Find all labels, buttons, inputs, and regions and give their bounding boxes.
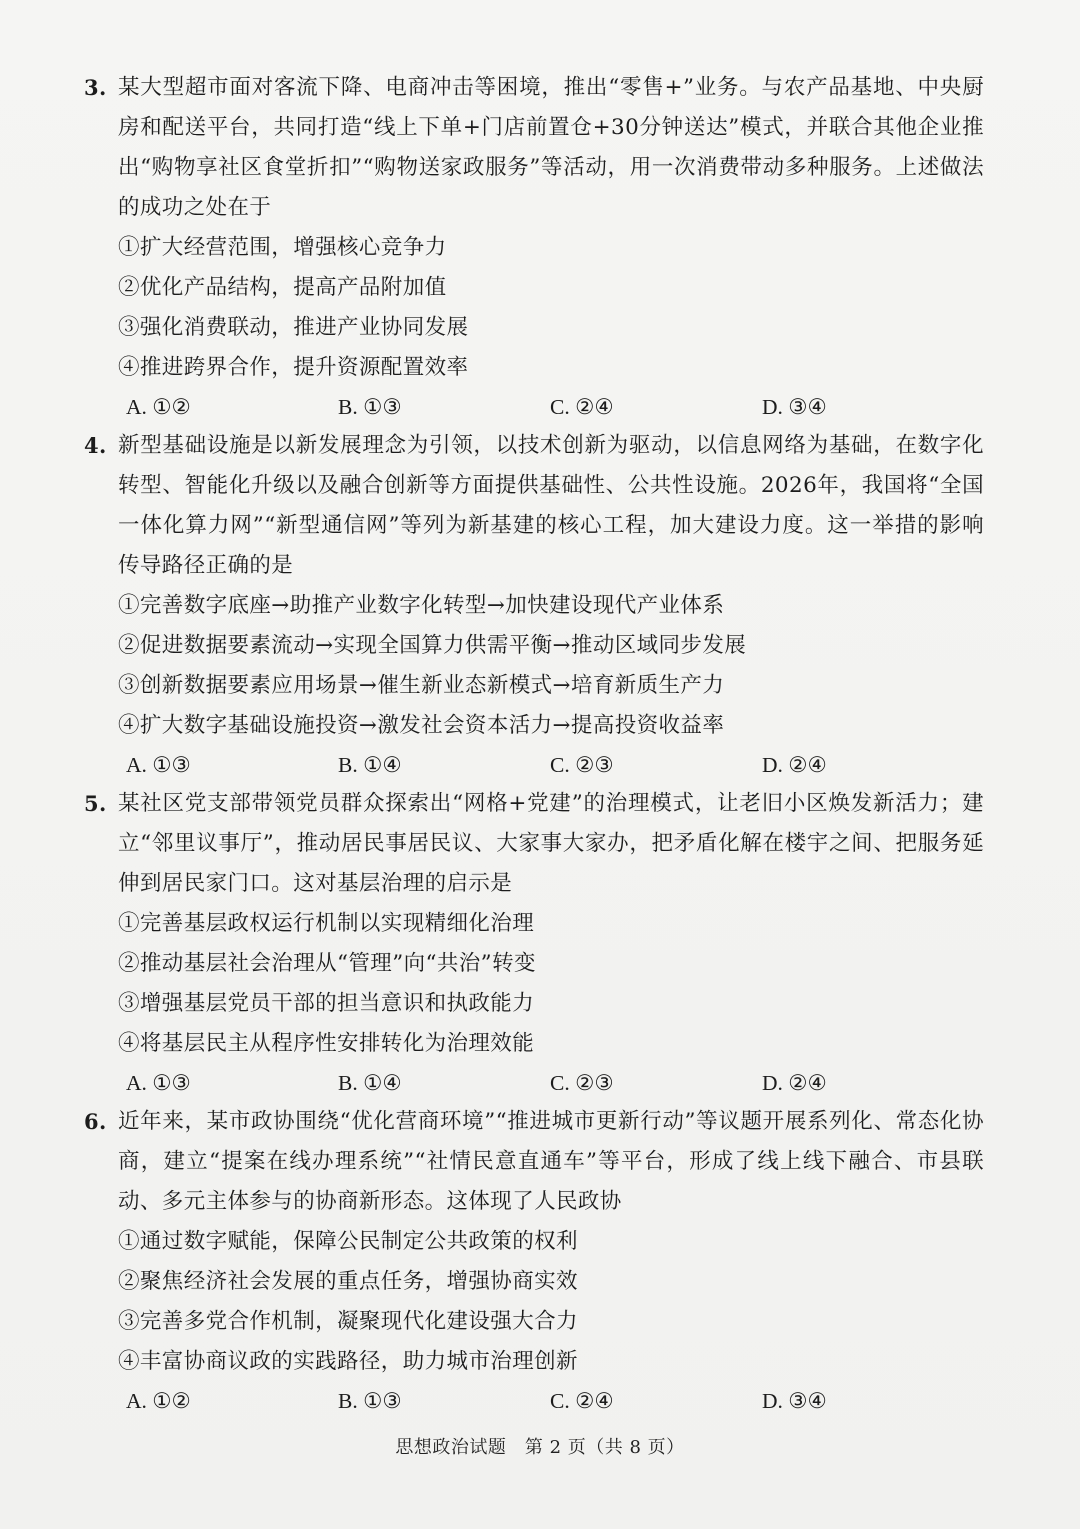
question-text: 近年来，某市政协围绕“优化营商环境”“推进城市更新行动”等议题开展系列化、常态化协商，建立“提案在线办理系统”“社情民意直通车”等平台，形成了线上线下融合、市县联动、多元主体参与的协商新形态。这体现了人民政协 bbox=[118, 1109, 984, 1214]
choice-a: A. ①② bbox=[126, 395, 191, 419]
answer-choices bbox=[84, 388, 984, 426]
option-4: ④丰富协商议政的实践路径，助力城市治理创新 bbox=[118, 1349, 578, 1374]
question-stem bbox=[84, 68, 984, 228]
option-3: ③创新数据要素应用场景→催生新业态新模式→培育新质生产力 bbox=[118, 673, 725, 698]
answer-choices bbox=[84, 1382, 984, 1420]
option-4: ④推进跨界合作，提升资源配置效率 bbox=[118, 355, 469, 380]
option-2: ②促进数据要素流动→实现全国算力供需平衡→推动区域同步发展 bbox=[118, 633, 747, 658]
choice-c: C. ②④ bbox=[550, 1389, 614, 1413]
question-4 bbox=[84, 426, 984, 784]
option-2: ②聚焦经济社会发展的重点任务，增强协商实效 bbox=[118, 1269, 578, 1294]
option-1: ①完善数字底座→助推产业数字化转型→加快建设现代产业体系 bbox=[118, 593, 725, 618]
option-1: ①扩大经营范围，增强核心竞争力 bbox=[118, 235, 447, 260]
question-6 bbox=[84, 1102, 984, 1420]
choice-d: D. ③④ bbox=[762, 395, 827, 419]
choice-a: A. ①③ bbox=[126, 753, 191, 777]
question-number: 4. bbox=[84, 433, 107, 458]
option-3: ③强化消费联动，推进产业协同发展 bbox=[118, 315, 469, 340]
option-2: ②推动基层社会治理从“管理”向“共治”转变 bbox=[118, 951, 536, 976]
question-number: 6. bbox=[84, 1109, 107, 1134]
option-4: ④将基层民主从程序性安排转化为治理效能 bbox=[118, 1031, 535, 1056]
page-footer: 思想政治试题 第 2 页（共 8 页） bbox=[395, 1437, 685, 1458]
option-1: ①完善基层政权运行机制以实现精细化治理 bbox=[118, 911, 535, 936]
option-4: ④扩大数字基础设施投资→激发社会资本活力→提高投资收益率 bbox=[118, 713, 725, 738]
question-text: 某大型超市面对客流下降、电商冲击等困境，推出“零售+”业务。与农产品基地、中央厨房和配送平台，共同打造“线上下单+门店前置仓+30分钟送达”模式，并联合其他企业推出“购物享社区食堂折扣”“购物送家政服务”等活动，用一次消费带动多种服务。上述做法的成功之处在于 bbox=[118, 75, 984, 220]
question-number: 5. bbox=[84, 791, 107, 816]
question-number: 3. bbox=[84, 75, 107, 100]
option-1: ①通过数字赋能，保障公民制定公共政策的权利 bbox=[118, 1229, 578, 1254]
choice-d: D. ②④ bbox=[762, 1071, 827, 1095]
answer-choices bbox=[84, 746, 984, 784]
choice-b: B. ①③ bbox=[338, 1389, 402, 1413]
option-2: ②优化产品结构，提高产品附加值 bbox=[118, 275, 447, 300]
choice-b: B. ①③ bbox=[338, 395, 402, 419]
choice-d: D. ②④ bbox=[762, 753, 827, 777]
question-5 bbox=[84, 784, 984, 1102]
answer-choices bbox=[84, 1064, 984, 1102]
choice-c: C. ②③ bbox=[550, 753, 614, 777]
question-text: 某社区党支部带领党员群众探索出“网格+党建”的治理模式，让老旧小区焕发新活力；建立“邻里议事厅”，推动居民事居民议、大家事大家办，把矛盾化解在楼宇之间、把服务延伸到居民家门口。这对基层治理的启示是 bbox=[118, 791, 984, 896]
choice-b: B. ①④ bbox=[338, 753, 402, 777]
question-list bbox=[84, 68, 984, 1420]
option-3: ③完善多党合作机制，凝聚现代化建设强大合力 bbox=[118, 1309, 578, 1334]
choice-a: A. ①② bbox=[126, 1389, 191, 1413]
question-stem bbox=[84, 1102, 984, 1222]
choice-d: D. ③④ bbox=[762, 1389, 827, 1413]
choice-c: C. ②③ bbox=[550, 1071, 614, 1095]
question-3 bbox=[84, 68, 984, 426]
question-text: 新型基础设施是以新发展理念为引领，以技术创新为驱动，以信息网络为基础，在数字化转型、智能化升级以及融合创新等方面提供基础性、公共性设施。2026年，我国将“全国一体化算力网”“新型通信网”等列为新基建的核心工程，加大建设力度。这一举措的影响传导路径正确的是 bbox=[118, 433, 984, 578]
choice-c: C. ②④ bbox=[550, 395, 614, 419]
choice-a: A. ①③ bbox=[126, 1071, 191, 1095]
choice-b: B. ①④ bbox=[338, 1071, 402, 1095]
option-3: ③增强基层党员干部的担当意识和执政能力 bbox=[118, 991, 535, 1016]
question-stem bbox=[84, 426, 984, 586]
question-stem bbox=[84, 784, 984, 904]
